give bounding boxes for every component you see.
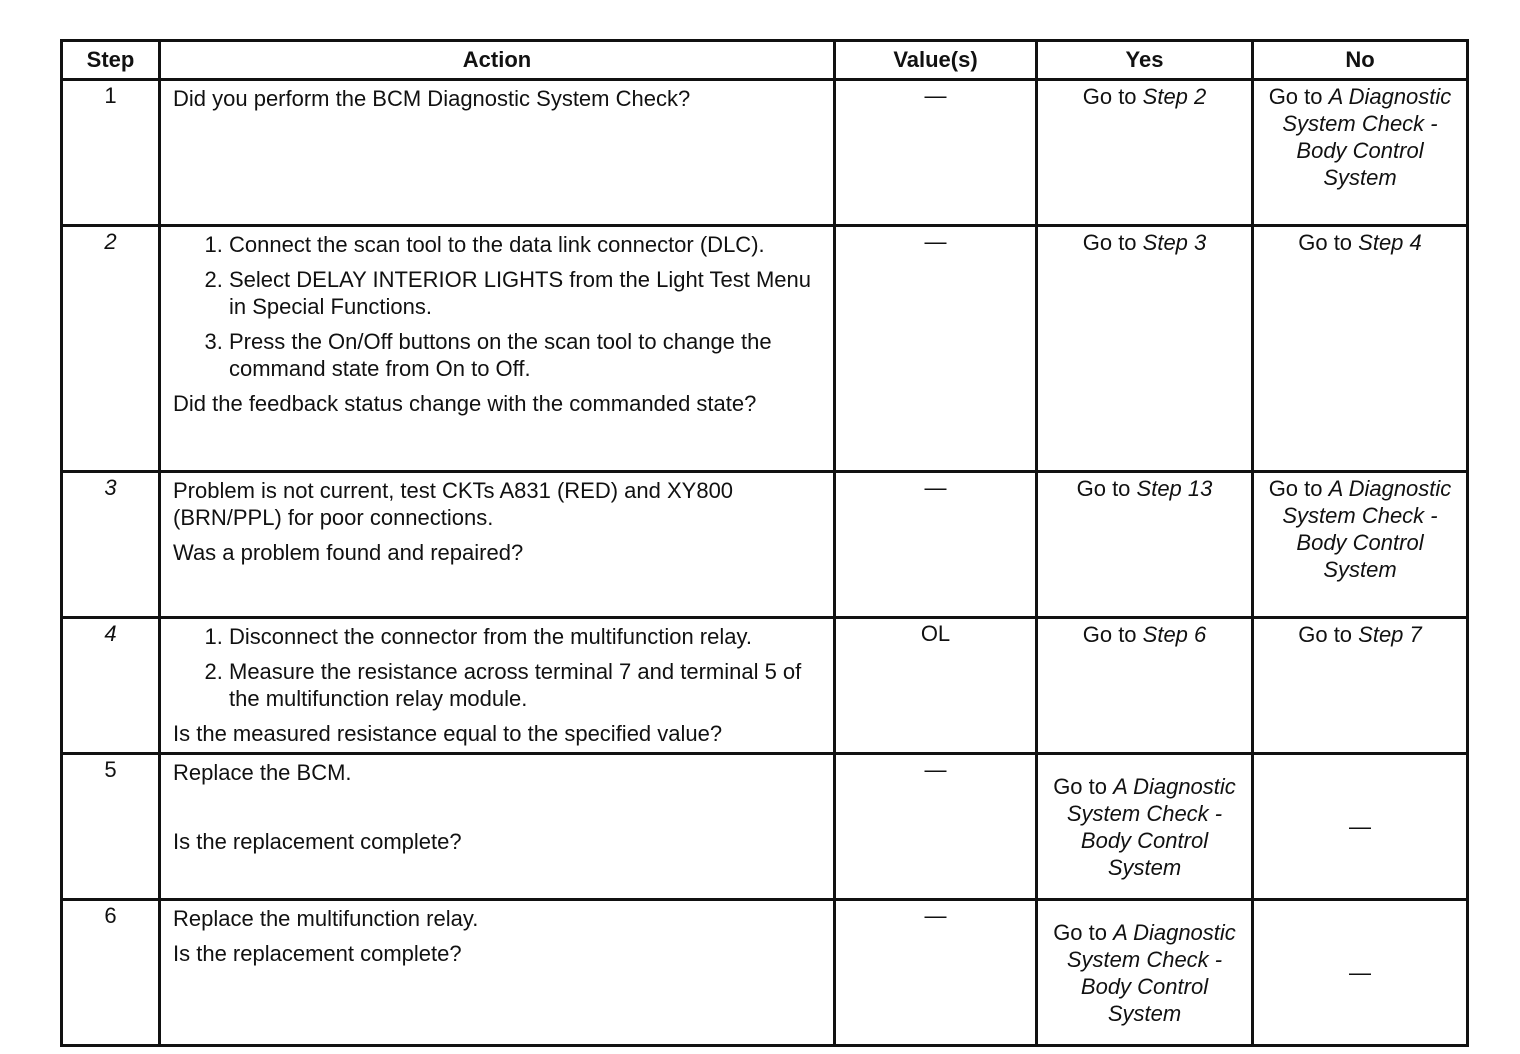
action-text: Replace the BCM. (173, 760, 352, 785)
yes-cell (1037, 754, 1253, 900)
no-link[interactable]: A Diagnostic System Check - Body Control System (1282, 476, 1452, 582)
no-cell (1253, 80, 1468, 226)
no-cell (1253, 618, 1468, 754)
yes-prefix: Go to (1082, 230, 1143, 255)
action-step-item: 1. Disconnect the connector from the multifunction relay. (229, 623, 823, 650)
table-row (62, 618, 1468, 754)
yes-prefix: Go to (1076, 476, 1137, 501)
action-cell (160, 226, 835, 472)
yes-prefix: Go to (1053, 773, 1114, 799)
no-link[interactable]: Step 7 (1358, 622, 1422, 647)
no-link[interactable]: Step 4 (1358, 230, 1422, 255)
header-yes: Yes (1037, 41, 1253, 80)
action-text: Replace the multifunction relay. (173, 906, 479, 931)
no-prefix: Go to (1268, 84, 1329, 109)
no-cell (1253, 226, 1468, 472)
action-question: Is the replacement complete? (173, 829, 462, 854)
yes-link[interactable]: Step 3 (1142, 230, 1207, 255)
header-no: No (1253, 41, 1468, 80)
table-header-row (62, 41, 1468, 80)
action-cell (160, 80, 835, 226)
action-question: Is the replacement complete? (173, 941, 462, 966)
yes-cell (1037, 618, 1253, 754)
action-cell (160, 754, 835, 900)
table-row (62, 226, 1468, 472)
no-prefix: Go to (1298, 622, 1359, 647)
step-number: 6 (62, 900, 160, 1046)
action-step-item: 1. Connect the scan tool to the data link connector (DLC). (229, 231, 823, 258)
no-prefix: Go to (1268, 476, 1329, 501)
action-cell (160, 618, 835, 754)
yes-prefix: Go to (1082, 84, 1143, 109)
diagnostic-table (60, 39, 1469, 1047)
action-question: Did the feedback status change with the commanded state? (173, 391, 757, 416)
table-row (62, 754, 1468, 900)
yes-link[interactable]: Step 6 (1142, 622, 1207, 647)
action-step-item: 3. Press the On/Off buttons on the scan tool to change the command state from On to Off. (229, 328, 823, 382)
no-prefix: Go to (1298, 230, 1359, 255)
value-cell: — (835, 472, 1037, 618)
table-row (62, 80, 1468, 226)
value-cell: OL (835, 618, 1037, 754)
table-row (62, 900, 1468, 1046)
yes-link[interactable]: A Diagnostic System Check - Body Control System (1066, 919, 1236, 1026)
header-step: Step (62, 41, 160, 80)
yes-cell (1037, 80, 1253, 226)
action-question: Is the measured resistance equal to the specified value? (173, 721, 723, 746)
step-number: 2 (62, 226, 160, 472)
no-link[interactable]: A Diagnostic System Check - Body Control System (1282, 84, 1452, 190)
action-cell (160, 900, 835, 1046)
yes-prefix: Go to (1082, 622, 1143, 647)
action-question: Was a problem found and repaired? (173, 540, 524, 565)
yes-link[interactable]: Step 13 (1136, 476, 1213, 501)
value-cell: — (835, 754, 1037, 900)
step-number: 5 (62, 754, 160, 900)
action-steps-list (173, 231, 823, 382)
step-number: 4 (62, 618, 160, 754)
step-number: 1 (62, 80, 160, 226)
yes-cell (1037, 900, 1253, 1046)
step-number: 3 (62, 472, 160, 618)
value-cell: — (835, 80, 1037, 226)
action-step-item: 2. Measure the resistance across terminal 7 and terminal 5 of the multifunction relay module. (229, 658, 823, 712)
yes-cell (1037, 226, 1253, 472)
yes-prefix: Go to (1053, 919, 1114, 945)
no-cell: — (1253, 754, 1468, 900)
action-text: Problem is not current, test CKTs A831 (RED) and XY800 (BRN/PPL) for poor connections. (173, 478, 734, 530)
action-step-item: 2. Select DELAY INTERIOR LIGHTS from the Light Test Menu in Special Functions. (229, 266, 823, 320)
yes-cell (1037, 472, 1253, 618)
yes-link[interactable]: Step 2 (1142, 84, 1207, 109)
action-text: Did you perform the BCM Diagnostic System Check? (173, 86, 691, 111)
value-cell: — (835, 226, 1037, 472)
action-cell (160, 472, 835, 618)
header-values: Value(s) (835, 41, 1037, 80)
yes-link[interactable]: A Diagnostic System Check - Body Control System (1066, 773, 1236, 880)
table-row (62, 472, 1468, 618)
header-action: Action (160, 41, 835, 80)
no-cell (1253, 472, 1468, 618)
value-cell: — (835, 900, 1037, 1046)
action-steps-list (173, 623, 823, 712)
no-cell: — (1253, 900, 1468, 1046)
